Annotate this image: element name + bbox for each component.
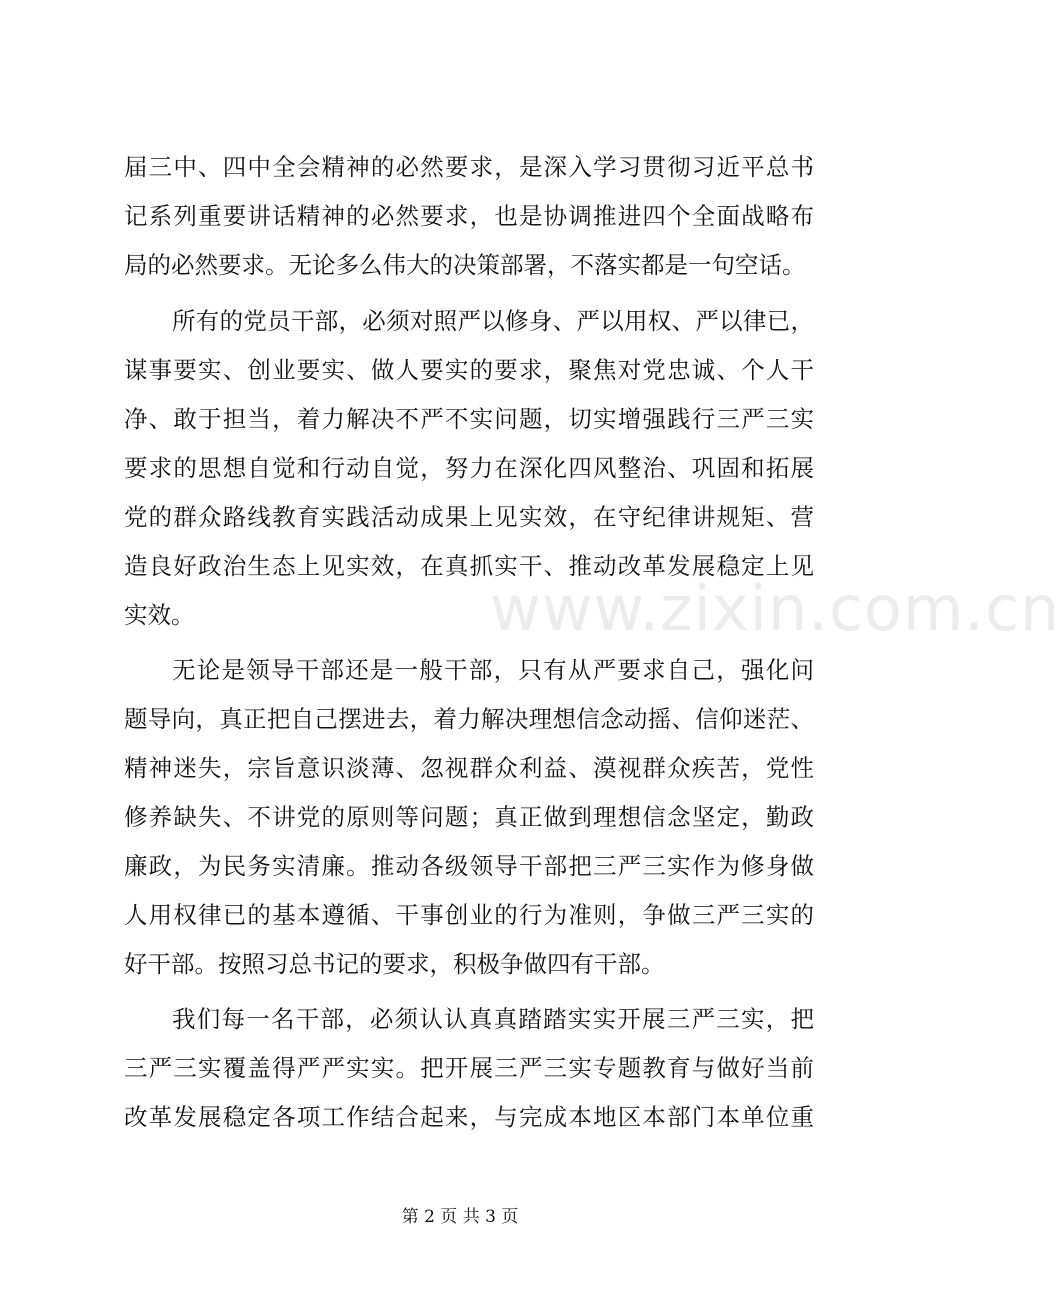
page-footer: 第 2 页 共 3 页 [401,1207,519,1227]
paragraph-4-line-2: 三严三实覆盖得严严实实。把开展三严三实专题教育与做好当前 [124,1054,814,1082]
paragraph-2-line-3: 净、敢于担当，着力解决不严不实问题，切实增强践行三严三实 [124,405,814,433]
paragraph-2-line-2: 谋事要实、创业要实、做人要实的要求，聚焦对党忠诚、个人干 [124,356,814,384]
paragraph-2-line-7: 实效。 [124,601,195,629]
paragraph-4-line-1: 我们每一名干部，必须认认真真踏踏实实开展三严三实，把 [172,1005,814,1033]
paragraph-2-line-4: 要求的思想自觉和行动自觉，努力在深化四风整治、巩固和拓展 [124,454,814,482]
paragraph-3-line-2: 题导向，真正把自己摆进去，着力解决理想信念动摇、信仰迷茫、 [124,705,814,733]
paragraph-2-line-5: 党的群众路线教育实践活动成果上见实效，在守纪律讲规矩、营 [124,503,814,531]
paragraph-4-line-3: 改革发展稳定各项工作结合起来，与完成本地区本部门本单位重 [124,1103,814,1131]
paragraph-3-line-7: 好干部。按照习总书记的要求，积极争做四有干部。 [124,950,665,978]
paragraph-1-line-3: 局的必然要求。无论多么伟大的决策部署，不落实都是一句空话。 [124,251,806,279]
paragraph-3-line-3: 精神迷失，宗旨意识淡薄、忽视群众利益、漠视群众疾苦，党性 [124,754,814,782]
paragraph-1-line-1: 届三中、四中全会精神的必然要求，是深入学习贯彻习近平总书 [124,153,814,181]
paragraph-3-line-6: 人用权律已的基本遵循、干事创业的行为准则，争做三严三实的 [124,901,814,929]
paragraph-3-line-4: 修养缺失、不讲党的原则等问题；真正做到理想信念坚定，勤政 [124,803,814,831]
watermark: www.zixin.com.cn [490,572,1060,645]
paragraph-1-line-2: 记系列重要讲话精神的必然要求，也是协调推进四个全面战略布 [124,202,814,230]
paragraph-3-line-1: 无论是领导干部还是一般干部，只有从严要求自己，强化问 [172,656,814,684]
paragraph-2-line-6: 造良好政治生态上见实效，在真抓实干、推动改革发展稳定上见 [124,552,814,580]
paragraph-2-line-1: 所有的党员干部，必须对照严以修身、严以用权、严以律已， [172,307,814,335]
paragraph-3-line-5: 廉政，为民务实清廉。推动各级领导干部把三严三实作为修身做 [124,852,814,880]
